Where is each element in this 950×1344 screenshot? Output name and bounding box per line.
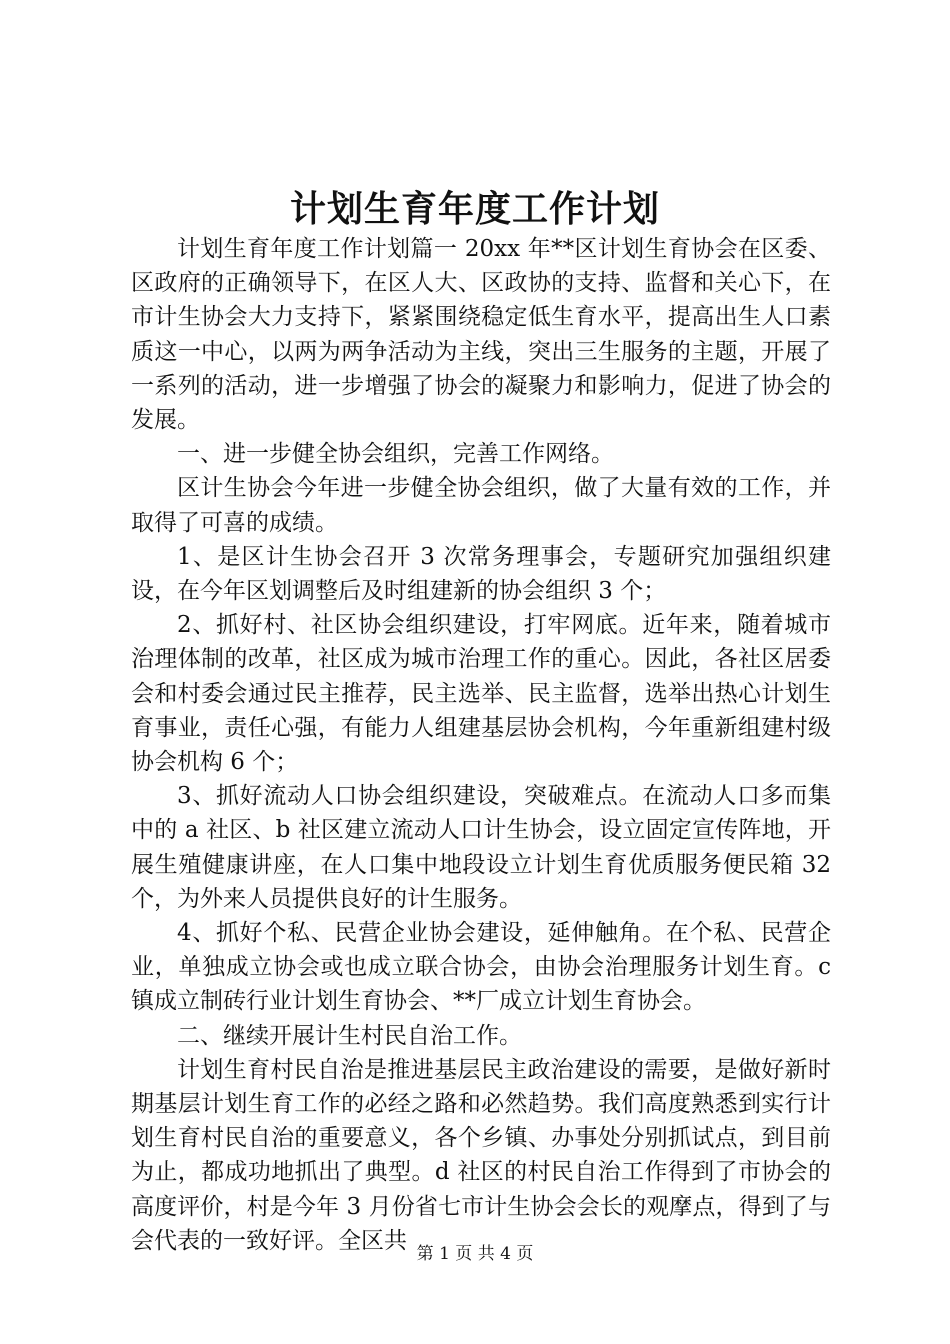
- paragraph-item-1: 1、是区计生协会召开 3 次常务理事会，专题研究加强组织建设，在今年区划调整后及时组建新的协会组织 3 个；: [131, 543, 831, 605]
- paragraph-section-2-body: 计划生育村民自治是推进基层民主政治建设的需要，是做好新时期基层计划生育工作的必经之路和必然趋势。我们高度熟悉到实行计划生育村民自治的重要意义，各个乡镇、办事处分别抓试点，到目前为止，都成功地抓出了典型。d 社区的村民自治工作得到了市协会的高度评价，村是今年 3 月份省七市计生协会会长的观摩点，得到了与会代表的一致好评。全区共: [131, 1056, 831, 1254]
- document-title: 计划生育年度工作计划: [289, 188, 660, 230]
- section-heading-2: 二、继续开展计生村民自治工作。: [177, 1022, 522, 1049]
- page-footer: 第 1 页 共 4 页: [416, 1244, 534, 1264]
- paragraph-item-2: 2、抓好村、社区协会组织建设，打牢网底。近年来，随着城市治理体制的改革，社区成为城市治理工作的重心。因此，各社区居委会和村委会通过民主推荐，民主选举、民主监督，选举出热心计划生育事业，责任心强，有能力人组建基层协会机构，今年重新组建村级协会机构 6 个；: [131, 612, 831, 776]
- paragraph-item-3: 3、抓好流动人口协会组织建设，突破难点。在流动人口多而集中的 a 社区、b 社区建立流动人口计生协会，设立固定宣传阵地，开展生殖健康讲座，在人口集中地段设立计划生育优质服务便民箱 32 个，为外来人员提供良好的计生服务。: [131, 783, 831, 912]
- paragraph-section-1-summary: 区计生协会今年进一步健全协会组织，做了大量有效的工作，并取得了可喜的成绩。: [131, 475, 831, 536]
- document-body: [131, 232, 831, 1258]
- paragraph-intro: 计划生育年度工作计划篇一 20xx 年**区计划生育协会在区委、区政府的正确领导下，在区人大、区政协的支持、监督和关心下，在市计生协会大力支持下，紧紧围绕稳定低生育水平，提高出生人口素质这一中心，以两为两争活动为主线，突出三生服务的主题，开展了一系列的活动，进一步增强了协会的凝聚力和影响力，促进了协会的发展。: [131, 236, 831, 434]
- paragraph-item-4: 4、抓好个私、民营企业协会建设，延伸触角。在个私、民营企业，单独成立协会或也成立联合协会，由协会治理服务计划生育。c 镇成立制砖行业计划生育协会、**厂成立计划生育协会。: [131, 920, 831, 1015]
- section-heading-1: 一、进一步健全协会组织，完善工作网络。: [177, 441, 614, 468]
